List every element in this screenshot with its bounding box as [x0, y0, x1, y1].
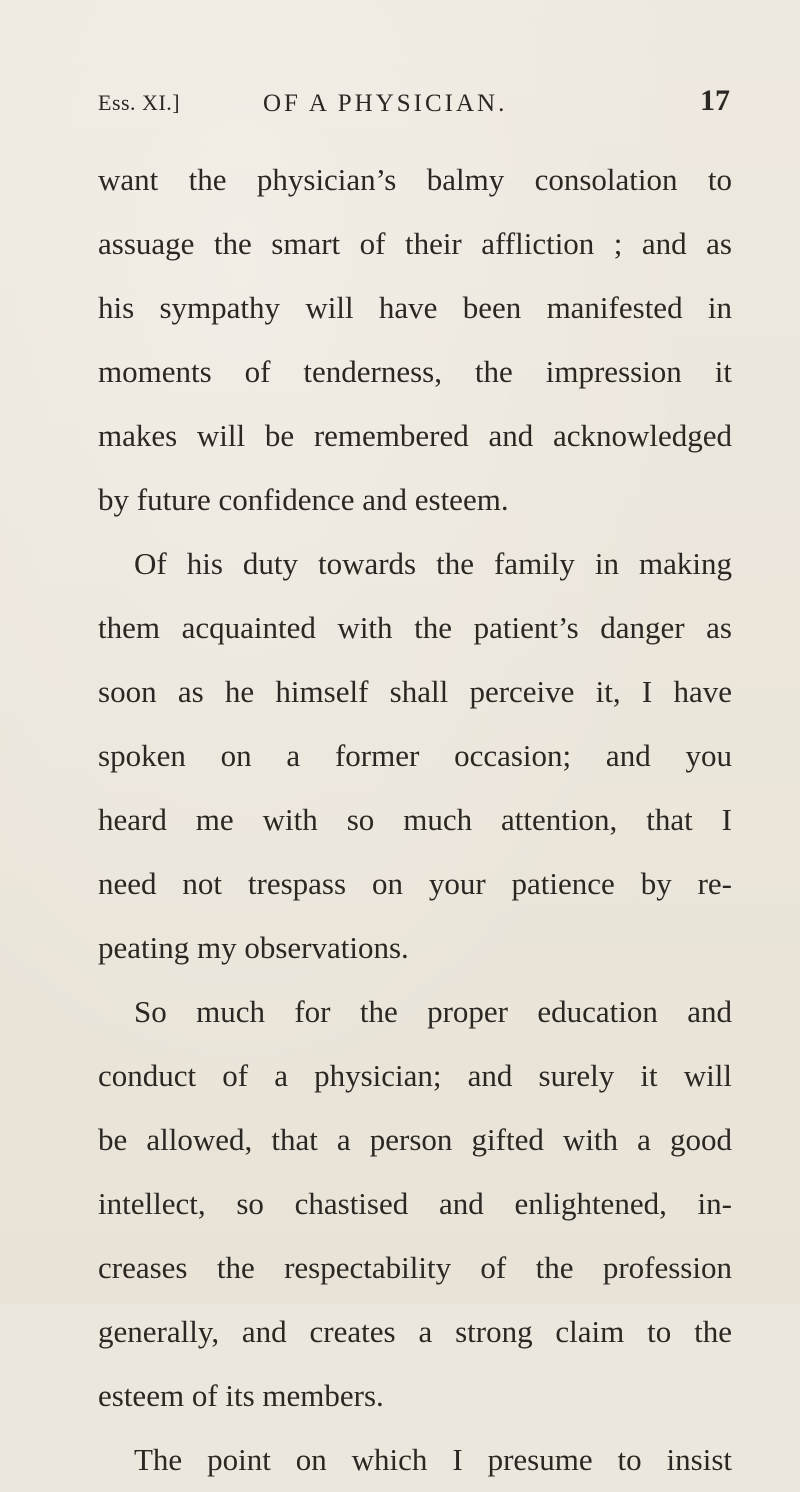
page-number: 17	[700, 84, 730, 117]
text-line: them acquainted with the patient’s danger as	[98, 610, 732, 645]
text-line: creases the respectability of the profession	[98, 1250, 732, 1285]
running-header	[98, 84, 730, 124]
text-line: peating my observations.	[98, 930, 409, 965]
text-line: heard me with so much attention, that I	[98, 802, 732, 837]
text-line: esteem of its members.	[98, 1378, 384, 1413]
text-line: soon as he himself shall perceive it, I have	[98, 674, 732, 709]
running-title: OF A PHYSICIAN.	[263, 90, 508, 117]
text-line: Of his duty towards the family in making	[134, 546, 732, 581]
text-line: by future confidence and esteem.	[98, 482, 509, 517]
text-line: need not trespass on your patience by re-	[98, 866, 732, 901]
text-line: conduct of a physician; and surely it will	[98, 1058, 732, 1093]
text-line: his sympathy will have been manifested in	[98, 290, 732, 325]
text-line: want the physician’s balmy consolation to	[98, 162, 732, 197]
text-line: assuage the smart of their affliction ; and as	[98, 226, 732, 261]
text-line: intellect, so chastised and enlightened, in-	[98, 1186, 732, 1221]
text-line: makes will be remembered and acknowledged	[98, 418, 732, 453]
text-line: generally, and creates a strong claim to the	[98, 1314, 732, 1349]
text-line: The point on which I presume to insist	[134, 1442, 732, 1477]
body-text	[98, 148, 732, 1492]
essay-reference: Ess. XI.]	[98, 90, 181, 115]
text-line: be allowed, that a person gifted with a good	[98, 1122, 732, 1157]
text-line: moments of tenderness, the impression it	[98, 354, 732, 389]
text-line: spoken on a former occasion; and you	[98, 738, 732, 773]
text-line: So much for the proper education and	[134, 994, 732, 1029]
